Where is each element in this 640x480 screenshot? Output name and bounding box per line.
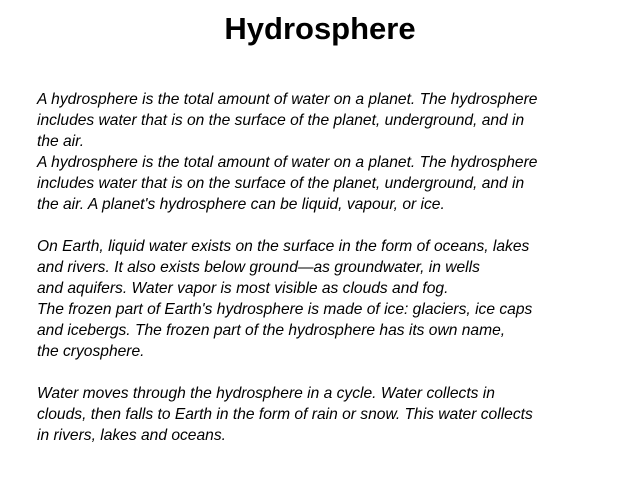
text-line: in rivers, lakes and oceans. — [37, 427, 226, 444]
slide-body — [37, 89, 637, 446]
paragraph-water-cycle — [37, 383, 637, 446]
text-line: includes water that is on the surface of the planet, underground, and in — [37, 175, 525, 192]
text-line: the air. — [37, 133, 85, 150]
text-line: and icebergs. The frozen part of the hydrosphere has its own name, — [37, 322, 506, 339]
text-line: clouds, then falls to Earth in the form of rain or snow. This water collects — [37, 406, 533, 423]
text-line: the air. A planet's hydrosphere can be liquid, vapour, or ice. — [37, 196, 445, 213]
slide-title: Hydrosphere — [224, 11, 416, 46]
text-line: A hydrosphere is the total amount of water on a planet. The hydrosphere — [37, 91, 538, 108]
paragraph-gap — [37, 215, 637, 236]
text-line: the cryosphere. — [37, 343, 145, 360]
text-line: Water moves through the hydrosphere in a cycle. Water collects in — [37, 385, 495, 402]
paragraph-definition — [37, 89, 637, 215]
text-line: includes water that is on the surface of the planet, underground, and in — [37, 112, 525, 129]
text-line: A hydrosphere is the total amount of water on a planet. The hydrosphere — [37, 154, 538, 171]
paragraph-gap — [37, 362, 637, 383]
paragraph-earth-water — [37, 236, 637, 362]
text-line: and rivers. It also exists below ground—as groundwater, in wells — [37, 259, 480, 276]
text-line: The frozen part of Earth's hydrosphere is made of ice: glaciers, ice caps — [37, 301, 533, 318]
text-line: and aquifers. Water vapor is most visible as clouds and fog. — [37, 280, 449, 297]
text-line: On Earth, liquid water exists on the surface in the form of oceans, lakes — [37, 238, 530, 255]
